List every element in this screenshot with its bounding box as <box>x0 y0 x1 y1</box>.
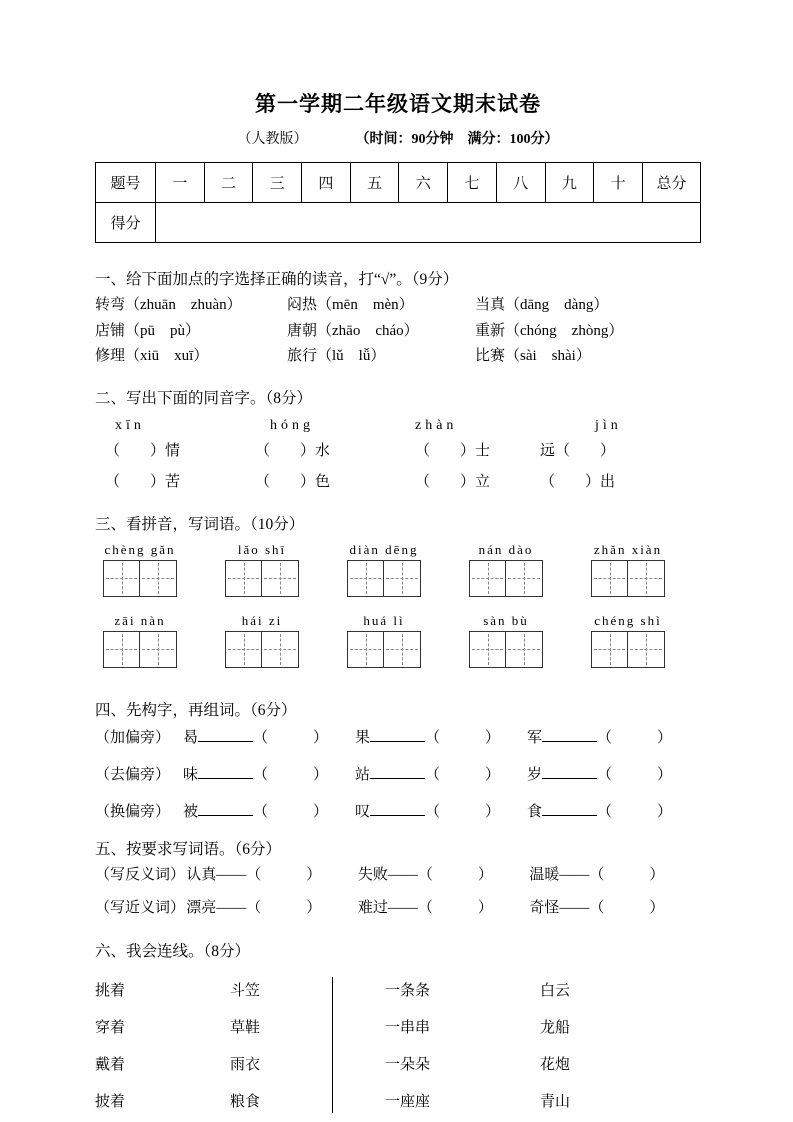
blank-line <box>542 815 597 816</box>
word-task-label: （写反义词） <box>95 866 186 883</box>
match-word: 披着 <box>95 1093 126 1110</box>
phrase-item: 店铺（pū pù） <box>95 322 201 339</box>
homophone-blank: （ ）苦 <box>105 473 181 490</box>
match-target: 花炮 <box>540 1056 571 1073</box>
homophone-pinyin: xīn <box>115 417 145 433</box>
word-item <box>186 892 358 925</box>
dash: —— <box>387 866 418 883</box>
tian-cell <box>103 560 140 597</box>
writing-grid <box>469 631 543 668</box>
writing-grid <box>347 560 421 597</box>
score-table-cell: 二 <box>204 163 253 203</box>
match-word: 挑着 <box>95 982 126 999</box>
phrase-item: 闷热（mēn mèn） <box>287 297 414 313</box>
dash: —— <box>559 899 590 916</box>
edition-label: （人教版） <box>237 132 308 147</box>
pinyin-word-group <box>347 542 421 597</box>
tian-cell <box>225 631 262 668</box>
match-word: 一朵朵 <box>385 1056 431 1073</box>
match-row <box>385 1084 600 1121</box>
blank-line <box>198 778 253 779</box>
section-6 <box>95 939 701 1121</box>
paren-blank: （ ） <box>246 899 322 916</box>
pinyin-word-group <box>591 542 665 597</box>
build-word-item <box>527 720 699 757</box>
pinyin-word-group <box>591 613 665 668</box>
match-word: 戴着 <box>95 1056 126 1073</box>
tian-cell <box>262 631 299 668</box>
word-item <box>358 859 530 892</box>
pinyin-label: hái zi <box>241 612 283 628</box>
word-text: 难过 <box>357 899 388 916</box>
build-word-char: 果 <box>355 729 371 746</box>
score-table-cell: 三 <box>253 163 302 203</box>
paren-blank: （ ） <box>253 803 329 820</box>
phrase-item: 比赛（sài shài） <box>475 348 591 364</box>
section-3-row-2 <box>95 613 701 668</box>
build-word-item <box>183 794 355 831</box>
build-word-item <box>355 794 527 831</box>
writing-grid <box>469 560 543 597</box>
score-table-cell: 六 <box>399 163 448 203</box>
writing-grid <box>591 631 665 668</box>
build-word-item <box>355 720 527 757</box>
section-2-pinyin-row <box>95 418 701 434</box>
match-target: 雨衣 <box>230 1056 261 1073</box>
match-row <box>385 1047 600 1084</box>
exam-meta: （时间：90分钟 满分：100分） <box>355 132 559 147</box>
match-target: 斗笠 <box>230 982 261 999</box>
match-target: 龙船 <box>540 1019 571 1036</box>
score-label-cell: 得分 <box>96 203 156 243</box>
section-5-row <box>95 892 701 925</box>
tian-cell <box>262 560 299 597</box>
homophone-pinyin: jìn <box>595 417 622 433</box>
build-word-label: （去偏旁） <box>95 766 171 783</box>
score-table-cell: 九 <box>545 163 594 203</box>
tian-cell <box>347 560 384 597</box>
paren-blank: （ ） <box>597 729 673 746</box>
match-target: 青山 <box>540 1093 571 1110</box>
score-table-cell: 五 <box>350 163 399 203</box>
section-3-title: 三、看拼音，写词语。（10分） <box>95 515 305 533</box>
phrase-item: 当真（dāng dàng） <box>475 297 609 313</box>
section-3 <box>95 512 701 668</box>
match-row <box>385 1010 600 1047</box>
build-word-char: 被 <box>183 803 199 820</box>
build-word-char: 味 <box>183 766 199 783</box>
build-word-item <box>183 720 355 757</box>
section-3-row-1 <box>95 542 701 597</box>
score-table-score-row <box>96 203 701 243</box>
pinyin-word-group <box>225 542 299 597</box>
section-5 <box>95 837 701 925</box>
pinyin-label: zāi nàn <box>114 612 166 628</box>
section-4-row <box>95 757 701 794</box>
section-1 <box>95 267 701 370</box>
build-word-item <box>355 757 527 794</box>
build-word-item <box>527 757 699 794</box>
pinyin-label: lǎo shī <box>237 541 287 557</box>
dash: —— <box>559 866 590 883</box>
divider-line <box>332 977 333 1113</box>
tian-cell <box>591 560 628 597</box>
writing-grid <box>103 631 177 668</box>
section-2-title: 二、写出下面的同音字。（8分） <box>95 389 313 407</box>
dash: —— <box>216 899 247 916</box>
pinyin-label: chéng shì <box>594 612 662 628</box>
paren-blank: （ ） <box>597 766 673 783</box>
homophone-blank: （ ）色 <box>255 473 331 490</box>
score-empty-cell <box>156 203 701 243</box>
homophone-blank: （ ）水 <box>255 442 331 459</box>
tian-cell <box>628 631 665 668</box>
build-word-char: 站 <box>355 766 371 783</box>
paren-blank: （ ） <box>417 899 493 916</box>
word-item <box>529 859 701 892</box>
build-word-label: （加偏旁） <box>95 729 171 746</box>
tian-cell <box>347 631 384 668</box>
word-item <box>186 859 358 892</box>
dash: —— <box>387 899 418 916</box>
score-table <box>95 162 701 243</box>
tian-cell <box>140 560 177 597</box>
paren-blank: （ ） <box>425 729 501 746</box>
paren-blank: （ ） <box>425 766 501 783</box>
phrase-item: 转弯（zhuān zhuàn） <box>95 297 242 313</box>
pinyin-label: zhǎn xiàn <box>593 541 663 557</box>
writing-grid <box>225 560 299 597</box>
homophone-blank: （ ）出 <box>540 473 616 490</box>
paren-blank: （ ） <box>253 766 329 783</box>
matching-area <box>95 973 701 1121</box>
tian-cell <box>384 560 421 597</box>
paren-blank: （ ） <box>417 866 493 883</box>
blank-line <box>542 778 597 779</box>
match-word: 穿着 <box>95 1019 126 1036</box>
tian-cell <box>469 560 506 597</box>
build-word-char: 曷 <box>183 729 199 746</box>
pinyin-word-group <box>347 613 421 668</box>
build-word-label: （换偏旁） <box>95 803 171 820</box>
word-item <box>529 892 701 925</box>
blank-line <box>370 815 425 816</box>
match-target: 白云 <box>540 982 571 999</box>
phrase-item: 旅行（lǔ lǚ） <box>287 348 386 364</box>
paren-blank: （ ） <box>253 729 329 746</box>
tian-cell <box>506 631 543 668</box>
section-2 <box>95 386 701 498</box>
build-word-char: 岁 <box>527 766 543 783</box>
writing-grid <box>347 631 421 668</box>
score-table-cell: 七 <box>448 163 497 203</box>
page-subtitle <box>95 128 701 148</box>
pinyin-label: nán dào <box>478 541 534 557</box>
section-2-items <box>95 436 701 498</box>
writing-grid <box>103 560 177 597</box>
word-text: 奇怪 <box>529 899 560 916</box>
matching-left-column <box>95 973 332 1121</box>
writing-grid <box>591 560 665 597</box>
writing-grid <box>225 631 299 668</box>
tian-cell <box>628 560 665 597</box>
section-4-row <box>95 720 701 757</box>
section-4-row <box>95 794 701 831</box>
pinyin-word-group <box>469 542 543 597</box>
pinyin-label: chèng gǎn <box>104 541 176 557</box>
section-1-title: 一、给下面加点的字选择正确的读音，打“√”。（9分） <box>95 271 459 288</box>
match-row <box>95 1010 332 1047</box>
paren-blank: （ ） <box>597 803 673 820</box>
word-text: 漂亮 <box>186 899 217 916</box>
word-text: 失败 <box>357 866 388 883</box>
pinyin-word-group <box>225 613 299 668</box>
tian-cell <box>140 631 177 668</box>
pinyin-word-group <box>103 613 177 668</box>
section-6-title: 六、我会连线。（8分） <box>95 942 251 960</box>
section-4 <box>95 698 701 831</box>
build-word-char: 叹 <box>355 803 371 820</box>
build-word-char: 食 <box>527 803 543 820</box>
homophone-blank: 远（ ） <box>540 442 616 459</box>
match-word: 一条条 <box>385 982 431 999</box>
score-table-cell: 总分 <box>643 163 701 203</box>
phrase-item: 重新（chóng zhòng） <box>475 322 624 339</box>
build-word-item <box>527 794 699 831</box>
tian-cell <box>384 631 421 668</box>
section-4-title: 四、先构字，再组词。（6分） <box>95 701 297 719</box>
dash: —— <box>216 866 247 883</box>
paren-blank: （ ） <box>589 899 665 916</box>
homophone-blank: （ ）立 <box>415 473 491 490</box>
match-word: 一串串 <box>385 1019 431 1036</box>
score-table-header-row <box>96 163 701 203</box>
score-table-cell: 八 <box>496 163 545 203</box>
homophone-blank: （ ）士 <box>415 442 491 459</box>
match-target: 草鞋 <box>230 1019 261 1036</box>
homophone-pinyin: hóng <box>270 417 314 433</box>
match-row <box>95 1084 332 1121</box>
score-table-cell: 一 <box>156 163 205 203</box>
match-word: 一座座 <box>385 1093 431 1110</box>
paren-blank: （ ） <box>589 866 665 883</box>
pinyin-label: diàn dēng <box>349 541 419 557</box>
matching-right-column <box>385 973 600 1121</box>
paren-blank: （ ） <box>425 803 501 820</box>
score-table-cell: 题号 <box>96 163 156 203</box>
blank-line <box>542 741 597 742</box>
page-title: 第一学期二年级语文期末试卷 <box>255 92 541 116</box>
pinyin-label: sàn bù <box>483 612 529 628</box>
word-item <box>358 892 530 925</box>
tian-cell <box>591 631 628 668</box>
match-row <box>95 973 332 1010</box>
build-word-item <box>183 757 355 794</box>
section-5-row <box>95 859 701 892</box>
build-word-char: 军 <box>527 729 543 746</box>
pinyin-label: huá lì <box>363 612 405 628</box>
tian-cell <box>506 560 543 597</box>
word-text: 认真 <box>186 866 217 883</box>
score-table-cell: 四 <box>302 163 351 203</box>
section-1-items <box>95 293 701 370</box>
tian-cell <box>225 560 262 597</box>
tian-cell <box>469 631 506 668</box>
phrase-item: 唐朝（zhāo cháo） <box>287 322 419 339</box>
pinyin-word-group <box>469 613 543 668</box>
pinyin-word-group <box>103 542 177 597</box>
match-row <box>95 1047 332 1084</box>
tian-cell <box>103 631 140 668</box>
homophone-pinyin: zhàn <box>415 417 458 433</box>
blank-line <box>370 741 425 742</box>
score-table-cell: 十 <box>594 163 643 203</box>
word-text: 温暖 <box>529 866 560 883</box>
match-row <box>385 973 600 1010</box>
phrase-item: 修理（xiū xuī） <box>95 348 209 364</box>
word-task-label: （写近义词） <box>95 899 186 916</box>
paren-blank: （ ） <box>246 866 322 883</box>
match-target: 粮食 <box>230 1093 261 1110</box>
homophone-blank: （ ）情 <box>105 442 181 459</box>
section-5-title: 五、按要求写词语。（6分） <box>95 840 282 858</box>
blank-line <box>198 741 253 742</box>
blank-line <box>198 815 253 816</box>
blank-line <box>370 778 425 779</box>
